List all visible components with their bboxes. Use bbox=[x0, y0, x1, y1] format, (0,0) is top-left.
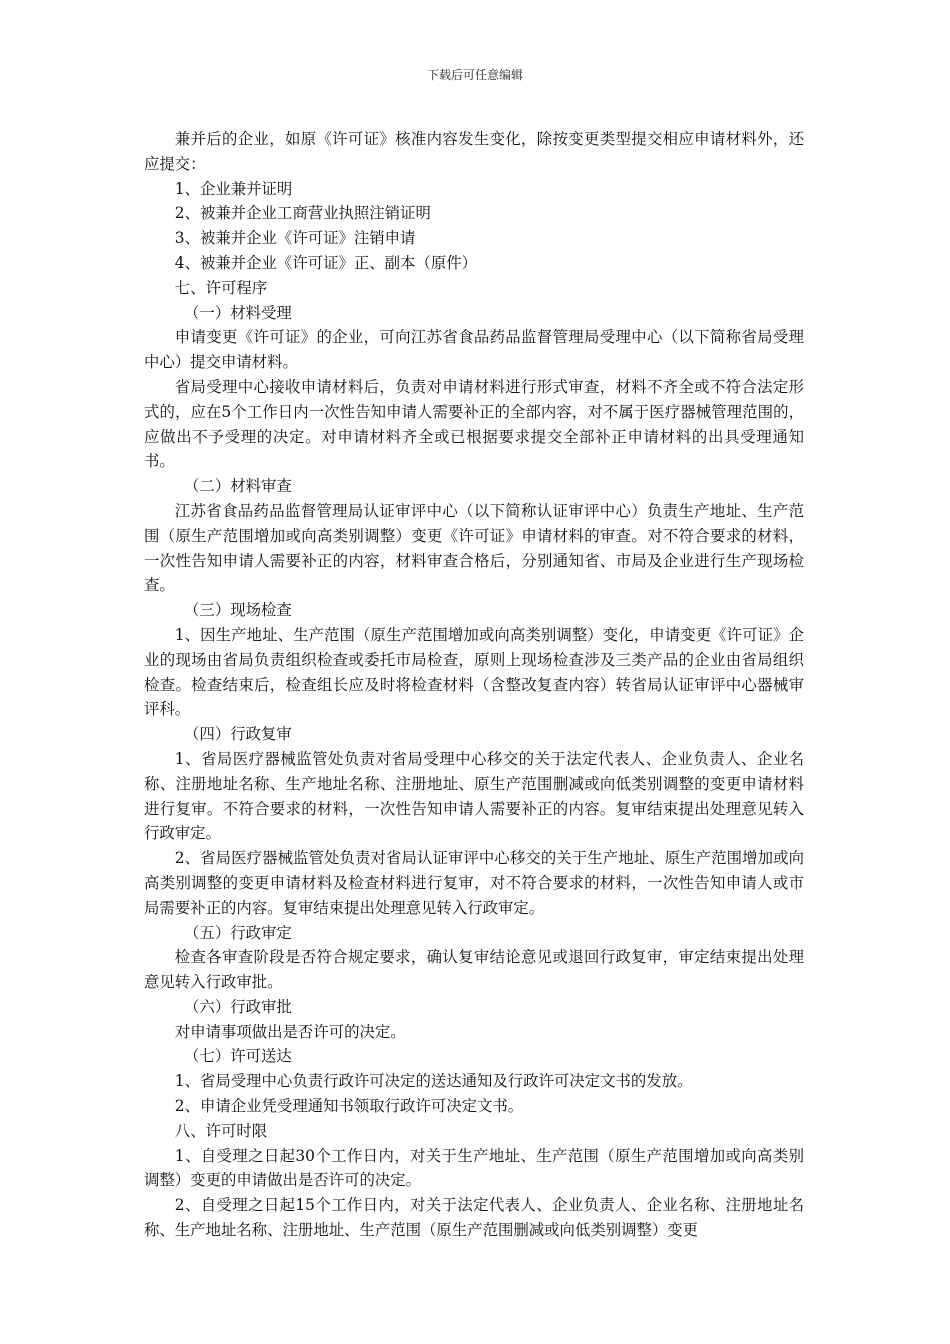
paragraph: 2、被兼并企业工商营业执照注销证明 bbox=[174, 204, 431, 223]
paragraph: 4、被兼并企业《许可证》正、副本（原件） bbox=[174, 253, 478, 272]
paragraph: 1、省局医疗器械监管处负责对省局受理中心移交的关于法定代表人、企业负责人、企业名称、注册地址名称、生产地址名称、注册地址、原生产范围删减或向低类别调整的变更申请材料进行复审。不符合要求的材料，一次性告知申请人需要补正的内容。复审结束提出处理意见转入行政审定。 bbox=[144, 749, 804, 843]
section-heading: （二）材料审查 bbox=[184, 477, 292, 496]
paragraph: 1、企业兼并证明 bbox=[174, 179, 293, 198]
paragraph: 2、自受理之日起15个工作日内，对关于法定代表人、企业负责人、企业名称、注册地址名称、生产地址名称、注册地址、生产范围（原生产范围删减或向低类别调整）变更 bbox=[144, 1196, 804, 1240]
paragraph: 兼并后的企业，如原《许可证》核准内容发生变化，除按变更类型提交相应申请材料外，还应提交： bbox=[144, 130, 804, 173]
section-heading: （五）行政审定 bbox=[184, 923, 292, 942]
paragraph: 1、省局受理中心负责行政许可决定的送达通知及行政许可决定文书的发放。 bbox=[174, 1072, 693, 1091]
section-heading: （六）行政审批 bbox=[184, 997, 292, 1016]
document-body bbox=[144, 127, 804, 1243]
section-heading: （一）材料受理 bbox=[184, 303, 292, 322]
paragraph: 检查各审查阶段是否符合规定要求，确认复审结论意见或退回行政复审，审定结束提出处理意见转入行政审批。 bbox=[144, 948, 804, 992]
section-heading: （七）许可送达 bbox=[184, 1047, 292, 1066]
page-header: 下载后可任意编辑 bbox=[426, 68, 523, 82]
paragraph: 八、许可时限 bbox=[174, 1121, 268, 1140]
paragraph: 1、自受理之日起30个工作日内，对关于生产地址、生产范围（原生产范围增加或向高类别调整）变更的申请做出是否许可的决定。 bbox=[144, 1146, 804, 1190]
paragraph: 3、被兼并企业《许可证》注销申请 bbox=[174, 229, 416, 248]
section-heading: （四）行政复审 bbox=[184, 725, 292, 744]
paragraph: 1、因生产地址、生产范围（原生产范围增加或向高类别调整）变化，申请变更《许可证》企业的现场由省局负责组织检查或委托市局检查，原则上现场检查涉及三类产品的企业由省局组织检查。检查结束后，检查组长应及时将检查材料（含整改复查内容）转省局认证审评中心器械审评科。 bbox=[144, 625, 804, 719]
paragraph: 七、许可程序 bbox=[174, 278, 268, 297]
paragraph: 江苏省食品药品监督管理局认证审评中心（以下简称认证审评中心）负责生产地址、生产范围（原生产范围增加或向高类别调整）变更《许可证》申请材料的审查。对不符合要求的材料，一次性告知申请人需要补正的内容，材料审查合格后，分别通知省、市局及企业进行生产现场检查。 bbox=[144, 501, 804, 595]
section-heading: （三）现场检查 bbox=[184, 601, 292, 620]
paragraph: 2、申请企业凭受理通知书领取行政许可决定文书。 bbox=[174, 1097, 524, 1116]
paragraph: 省局受理中心接收申请材料后，负责对申请材料进行形式审查，材料不齐全或不符合法定形式的，应在5个工作日内一次性告知申请人需要补正的全部内容，对不属于医疗器械管理范围的，应做出不予受理的决定。对申请材料齐全或已根据要求提交全部补正申请材料的出具受理通知书。 bbox=[144, 377, 804, 471]
paragraph: 申请变更《许可证》的企业，可向江苏省食品药品监督管理局受理中心（以下简称省局受理中心）提交申请材料。 bbox=[144, 328, 804, 372]
paragraph: 对申请事项做出是否许可的决定。 bbox=[174, 1022, 406, 1041]
paragraph: 2、省局医疗器械监管处负责对省局认证审评中心移交的关于生产地址、原生产范围增加或向高类别调整的变更申请材料及检查材料进行复审，对不符合要求的材料，一次性告知申请人或市局需要补正的内容。复审结束提出处理意见转入行政审定。 bbox=[144, 849, 804, 917]
